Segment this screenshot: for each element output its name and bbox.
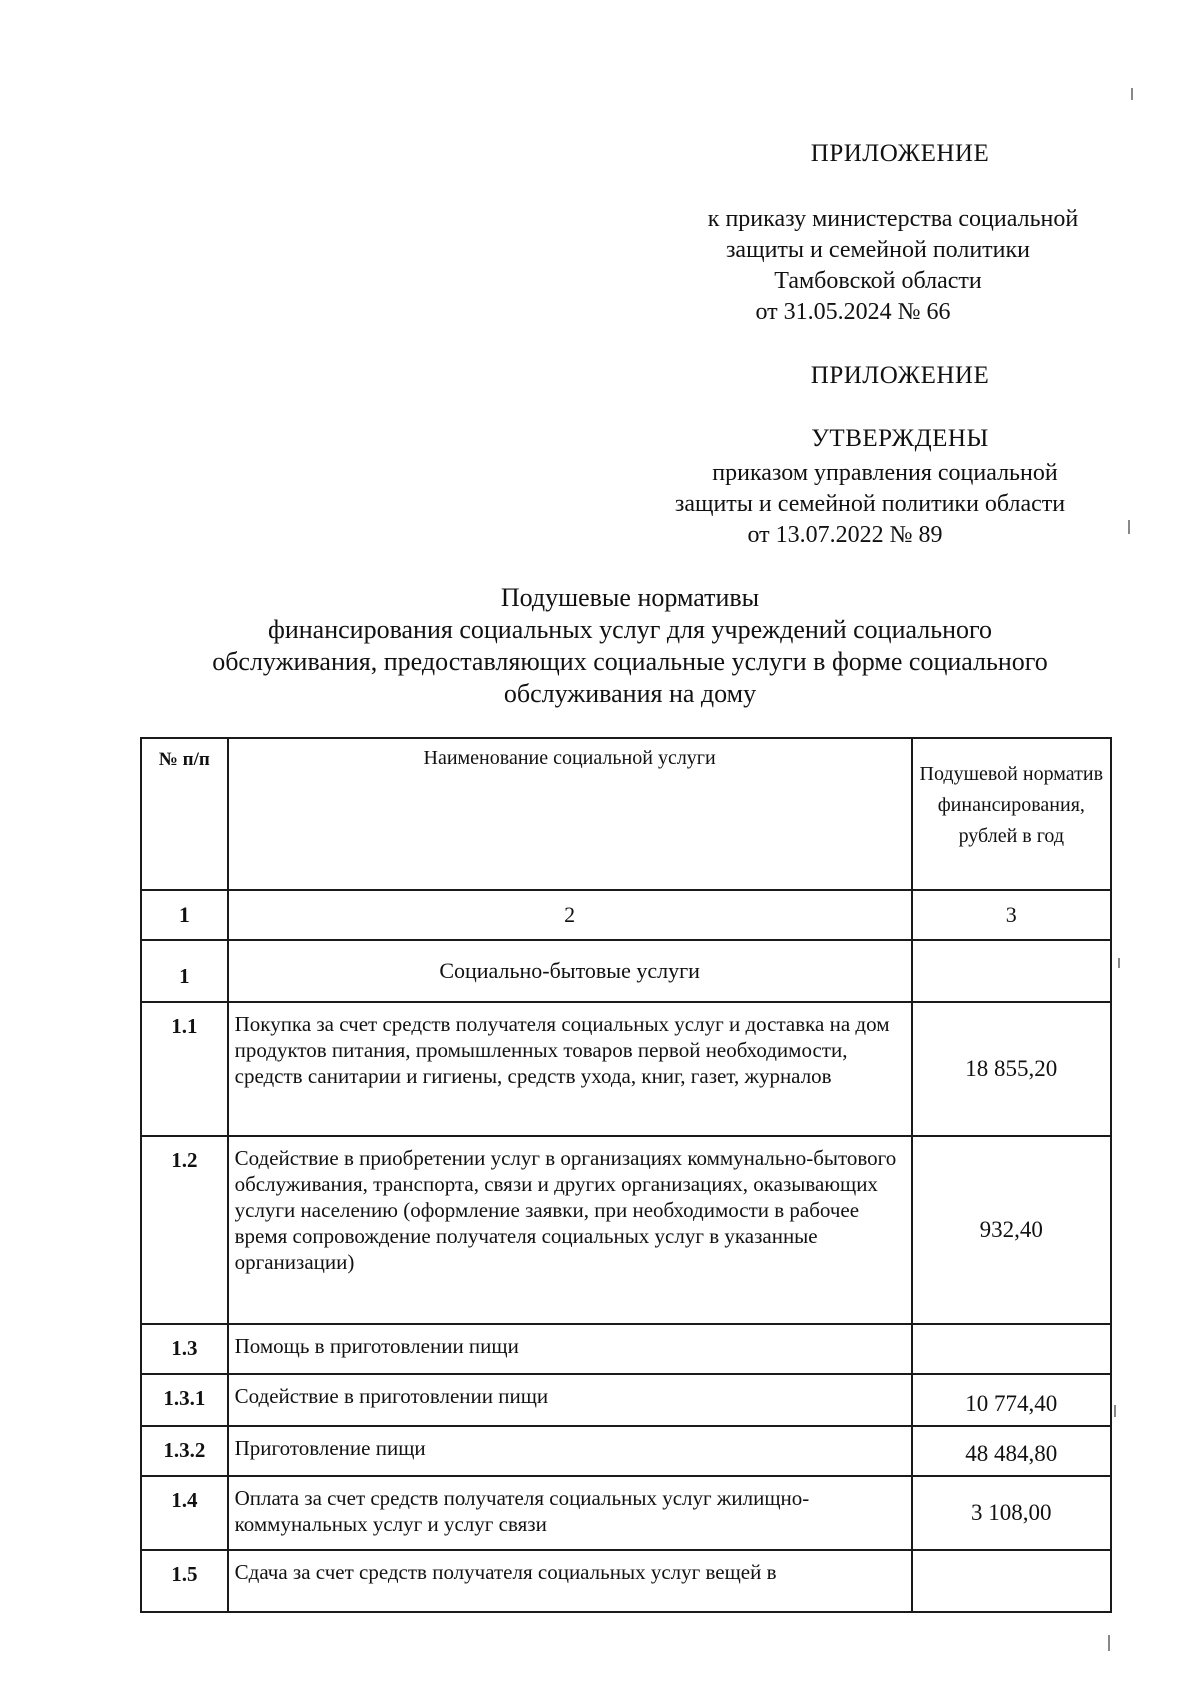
row-name: Приготовление пищи <box>228 1426 912 1476</box>
row-value <box>912 1324 1111 1374</box>
table-index-row <box>141 890 1111 940</box>
title-line: Подушевые нормативы <box>500 583 760 612</box>
row-name: Содействие в приготовлении пищи <box>228 1374 912 1426</box>
appendix-ref-line: к приказу министерства социальной <box>707 206 1079 232</box>
row-name: Социально-бытовые услуги <box>228 940 912 1002</box>
row-num: 1.5 <box>141 1550 228 1612</box>
index-cell: 1 <box>141 890 228 940</box>
row-name: Покупка за счет средств получателя социальных услуг и доставка на дом продуктов питания, промышленных товаров первой необходимости, средств санитарии и гигиены, средств ухода, книг, газет, журналов <box>228 1002 912 1136</box>
row-name: Содействие в приобретении услуг в организациях коммунально-бытового обслуживания, транспорта, связи и других организациях, оказывающих услуги населению (оформление заявки, при необходимости в рабочее время сопровождение получателя социальных услуг в указанные организации) <box>228 1136 912 1324</box>
table-row <box>141 1426 1111 1476</box>
approved-ref-line: от 13.07.2022 № 89 <box>747 522 943 548</box>
row-value <box>912 940 1111 1002</box>
appendix-heading-original: ПРИЛОЖЕНИЕ <box>810 362 990 389</box>
scan-speck <box>1131 88 1133 100</box>
appendix-ref-line: Тамбовской области <box>774 268 982 294</box>
scan-speck <box>1108 1635 1110 1651</box>
table-row <box>141 1476 1111 1550</box>
scan-speck <box>1118 958 1120 968</box>
row-name: Сдача за счет средств получателя социальных услуг вещей в <box>228 1550 912 1612</box>
row-name: Помощь в приготовлении пищи <box>228 1324 912 1374</box>
index-cell: 3 <box>912 890 1111 940</box>
row-num: 1.3 <box>141 1324 228 1374</box>
table-row <box>141 1136 1111 1324</box>
header-name: Наименование социальной услуги <box>228 738 912 890</box>
scan-speck <box>1114 1405 1116 1417</box>
approved-reference <box>630 458 1110 551</box>
title-line: финансирования социальных услуг для учреждений социального <box>267 615 993 644</box>
row-value: 3 108,00 <box>912 1476 1111 1550</box>
row-value: 48 484,80 <box>912 1426 1111 1476</box>
approved-ref-line: приказом управления социальной <box>712 460 1058 486</box>
table-row <box>141 1374 1111 1426</box>
row-value: 932,40 <box>912 1136 1111 1324</box>
title-line: обслуживания, предоставляющих социальные услуги в форме социального <box>212 647 1048 676</box>
row-num: 1.1 <box>141 1002 228 1136</box>
row-num: 1.2 <box>141 1136 228 1324</box>
header-value: Подушевой норматив финансирования, рублей в год <box>912 738 1111 890</box>
approved-ref-line: защиты и семейной политики области <box>674 491 1066 517</box>
appendix-ref-line: защиты и семейной политики <box>725 237 1031 263</box>
approved-heading: УТВЕРЖДЕНЫ <box>811 425 989 452</box>
row-value <box>912 1550 1111 1612</box>
row-num: 1 <box>141 940 228 1002</box>
row-num: 1.3.2 <box>141 1426 228 1476</box>
row-value: 10 774,40 <box>912 1374 1111 1426</box>
row-num: 1.4 <box>141 1476 228 1550</box>
row-value: 18 855,20 <box>912 1002 1111 1136</box>
row-num: 1.3.1 <box>141 1374 228 1426</box>
appendix-reference-current <box>668 204 1118 328</box>
appendix-ref-line: от 31.05.2024 № 66 <box>755 299 951 325</box>
scan-speck <box>1128 520 1130 534</box>
title-line: обслуживания на дому <box>503 679 757 708</box>
table-row <box>141 940 1111 1002</box>
appendix-heading-current: ПРИЛОЖЕНИЕ <box>810 140 990 167</box>
table-header-row <box>141 738 1111 890</box>
table-row <box>141 1324 1111 1374</box>
header-num: № п/п <box>141 738 228 890</box>
table-row <box>141 1002 1111 1136</box>
index-cell: 2 <box>228 890 912 940</box>
norms-table <box>140 737 1112 1613</box>
table-row <box>141 1550 1111 1612</box>
row-name: Оплата за счет средств получателя социальных услуг жилищно-коммунальных услуг и услуг связи <box>228 1476 912 1550</box>
document-title <box>150 582 1110 710</box>
